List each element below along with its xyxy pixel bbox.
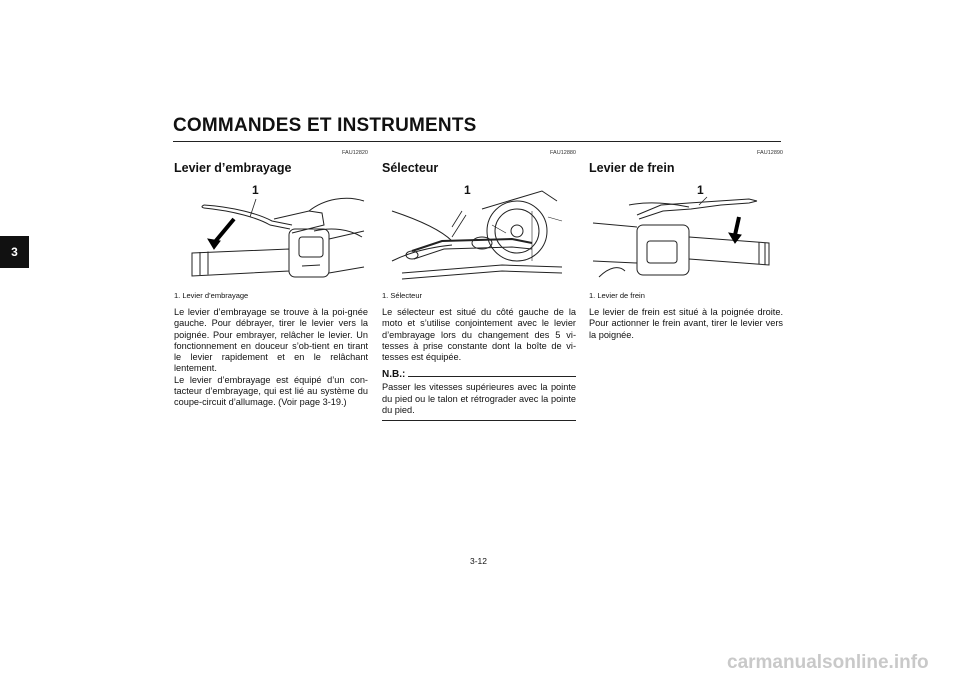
section-code: FAU12880 <box>550 150 576 156</box>
section-code: FAU12890 <box>757 150 783 156</box>
shift-pedal-illustration <box>382 181 576 287</box>
callout-number: 1 <box>697 183 704 197</box>
figure-caption: 1. Levier d’embrayage <box>174 291 249 300</box>
title-rule <box>173 141 781 142</box>
watermark: carmanualsonline.info <box>727 652 929 673</box>
note-box <box>382 369 576 421</box>
clutch-lever-illustration <box>174 181 368 287</box>
chapter-tab[interactable]: 3 <box>0 236 29 268</box>
note-rule <box>408 376 576 377</box>
section-shift-pedal <box>382 144 576 421</box>
section-code: FAU12820 <box>342 150 368 156</box>
body-paragraph: Le levier de frein est situé à la poignée droite. Pour actionner le frein avant, tirer le levier vers la poignée. <box>589 307 783 340</box>
section-brake-lever <box>589 144 783 341</box>
section-heading: Levier de frein <box>589 161 675 175</box>
page-number: 3-12 <box>470 556 488 566</box>
body-paragraph: Le levier d’embrayage se trouve à la poi-gnée gauche. Pour débrayer, tirer le levier vers la poignée. Pour embrayer, relâcher le levier. Un fonctionnement en douceur s’ob-tient en tirant le levier rapidement et en le relâchant lentement. <box>174 307 368 374</box>
page-title: COMMANDES ET INSTRUMENTS <box>173 115 477 136</box>
section-clutch-lever <box>174 144 368 409</box>
note-label: N.B.: <box>382 369 406 381</box>
brake-lever-illustration <box>589 181 783 287</box>
section-heading: Sélecteur <box>382 161 439 175</box>
note-bottom-rule <box>382 420 576 421</box>
note-text: Passer les vitesses supérieures avec la pointe du pied ou le talon et rétrograder avec la pointe du pied. <box>382 382 576 416</box>
callout-number: 1 <box>464 183 471 197</box>
body-paragraph: Le levier d’embrayage est équipé d’un con-tacteur d’embrayage, qui est lié au système du coupe-circuit d’allumage. (Voir page 3-19.) <box>174 374 368 408</box>
section-heading: Levier d’embrayage <box>174 161 292 175</box>
body-paragraph: Le sélecteur est situé du côté gauche de la moto et s’utilise conjointement avec le levier d’embrayage lors du changement des 5 vi-tesses à prise constante dont la boîte de vi-tesses est équipée. <box>382 307 576 363</box>
figure-caption: 1. Sélecteur <box>382 291 423 300</box>
callout-number: 1 <box>252 183 259 197</box>
figure-caption: 1. Levier de frein <box>589 291 645 300</box>
